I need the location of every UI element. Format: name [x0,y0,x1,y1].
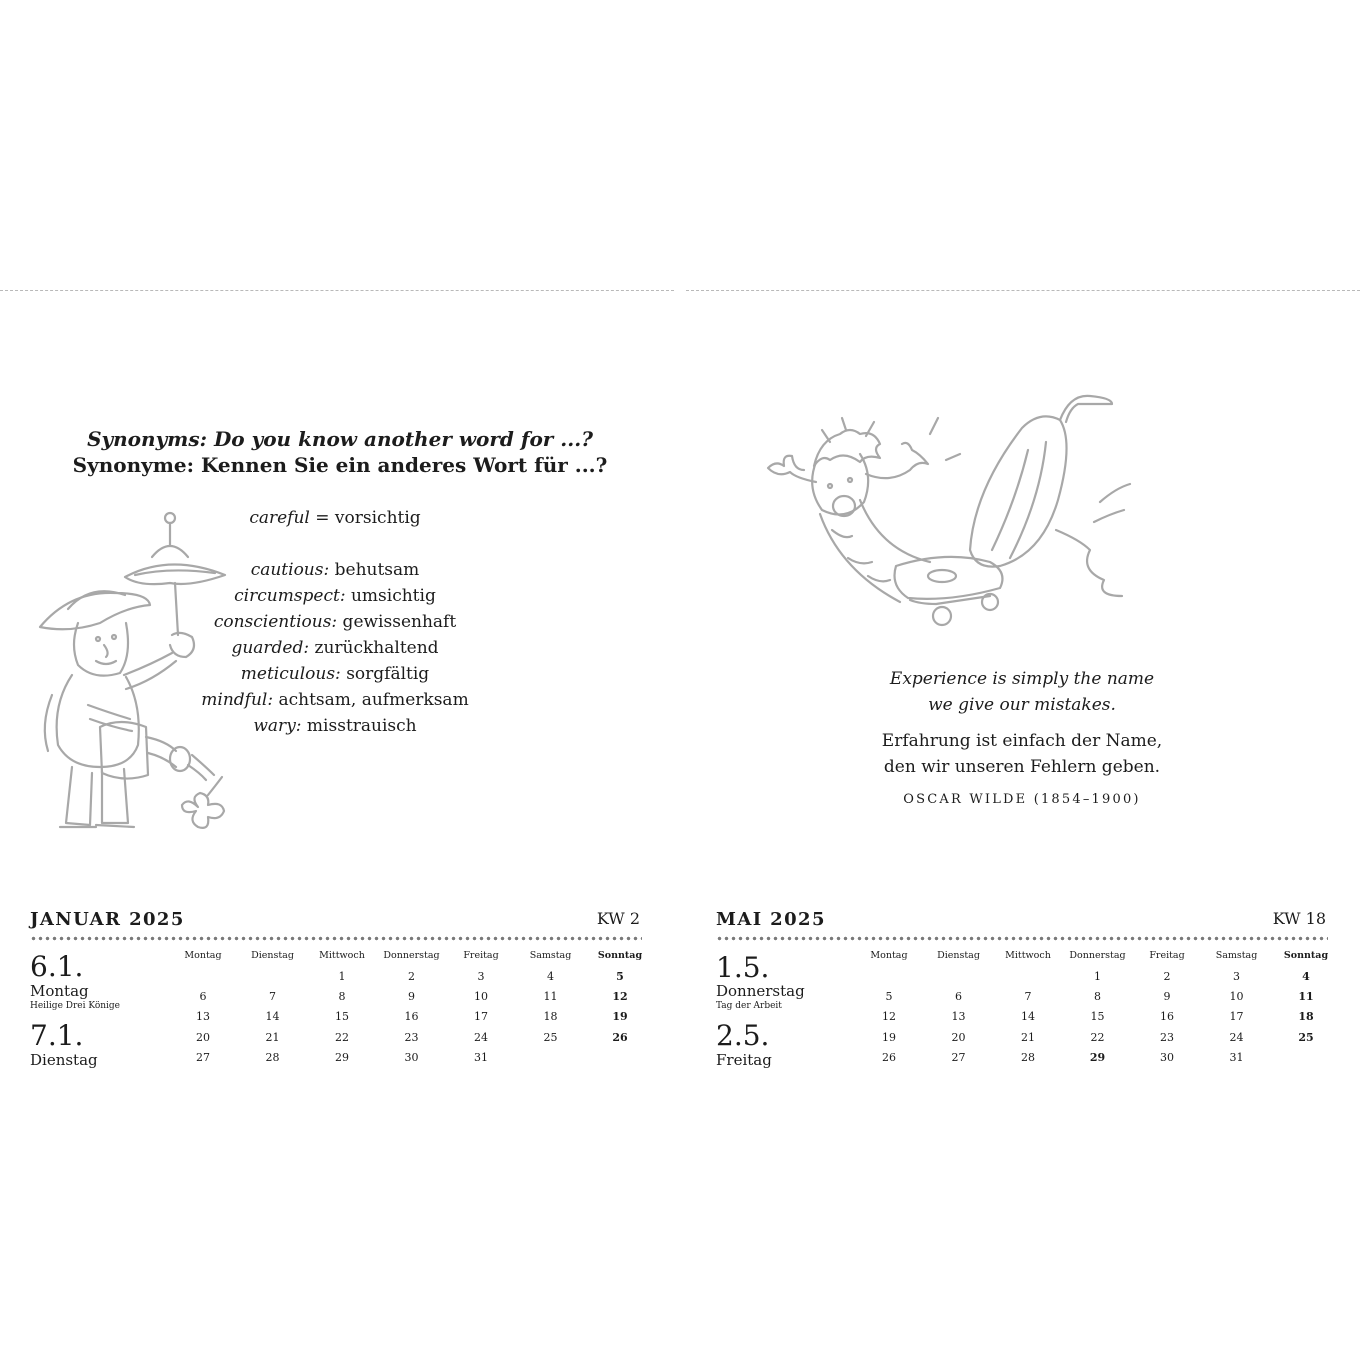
calendar-day: 23 [404,1030,419,1044]
calendar-day: 25 [1298,1030,1314,1044]
calendar-week-number: KW 18 [1272,909,1326,928]
synonym-de: zurückhaltend [309,638,439,658]
weekday-header: Mittwoch [1005,950,1051,961]
day1-holiday: Tag der Arbeit [716,1001,782,1011]
calendar-day: 24 [1229,1030,1244,1044]
day1-holiday: Heilige Drei Könige [30,1001,121,1011]
synonyms-title-en: Synonyms: Do you know another word for ...? [87,427,593,451]
calendar-day: 22 [335,1030,349,1044]
calendar-day: 2 [408,970,415,983]
synonym-en: guarded: [231,638,310,658]
calendar-day: 13 [196,1010,210,1024]
calendar-day: 27 [196,1050,210,1064]
calendar-day: 4 [1302,970,1310,983]
quote-de [840,728,1204,780]
synonym-de: umsichtig [345,586,436,606]
calendar-day: 31 [474,1050,488,1064]
headword-separator: = [309,508,335,528]
synonym-en: wary: [253,716,302,736]
quote-author: OSCAR WILDE (1854–1900) [903,792,1141,807]
calendar-day: 6 [199,990,207,1004]
day2-weekday: Dienstag [30,1051,98,1069]
calendar-day: 6 [955,990,962,1004]
synonym-en: conscientious: [213,612,338,632]
calendar-day: 20 [196,1030,210,1044]
calendar-day: 4 [547,970,554,983]
weekday-header: Montag [184,950,222,961]
man-falling-over-vacuum-icon [760,390,1140,630]
calendar-day: 19 [612,1010,628,1024]
calendar-day: 17 [474,1010,488,1024]
synonyms-title-de: Synonyme: Kennen Sie ein anderes Wort für ...? [72,453,608,477]
calendar-week-number: KW 2 [596,909,640,928]
calendar-day: 11 [543,990,558,1004]
calendar-day: 20 [951,1030,966,1044]
calendar-day: 14 [265,1010,280,1024]
weekday-header: Dienstag [251,950,294,961]
calendar-day: 9 [408,990,415,1004]
calendar-day: 29 [335,1050,349,1064]
dotted-divider [716,936,1328,941]
quote-en-line1: Experience is simply the name [889,669,1155,689]
synonym-de: gewissenhaft [337,612,457,632]
calendar-day: 12 [882,1010,896,1024]
calendar-day: 30 [404,1050,419,1064]
calendar-day: 15 [335,1010,349,1024]
calendar-day: 9 [1163,990,1171,1004]
synonym-de: behutsam [329,560,420,580]
calendar-day: 30 [1160,1050,1174,1064]
calendar-day: 18 [543,1010,558,1024]
weekday-header: Sonntag [1283,950,1329,961]
weekday-header: Freitag [1149,950,1185,961]
calendar-day: 7 [269,990,276,1004]
quote-en [840,666,1204,718]
day1-weekday: Donnerstag [716,982,805,1000]
weekday-header: Donnerstag [383,950,440,961]
weekday-header: Mittwoch [319,950,365,961]
calendar-day: 28 [1021,1050,1035,1064]
calendar-day: 27 [951,1050,966,1064]
calendar-month-title: JANUAR 2025 [30,909,185,930]
calendar-day: 29 [1089,1050,1106,1064]
day1-date: 6.1. [30,950,84,983]
calendar-day: 17 [1229,1010,1244,1024]
calendar-day: 25 [543,1030,558,1044]
weekday-header: Freitag [463,950,499,961]
weekday-header: Samstag [529,950,572,961]
calendar-day: 13 [951,1010,966,1024]
calendar-day: 2 [1163,970,1171,983]
calendar-day: 22 [1090,1030,1105,1044]
calendar-day: 3 [477,970,485,983]
synonym-en: cautious: [250,560,330,580]
calendar-day: 14 [1021,1010,1035,1024]
weekday-header: Samstag [1215,950,1258,961]
calendar-day: 3 [1233,970,1240,983]
dotted-divider [30,936,642,941]
gardener-with-watering-can-icon [30,505,250,835]
weekday-header: Dienstag [937,950,980,961]
calendar-day: 23 [1160,1030,1174,1044]
calendar-day: 16 [1160,1010,1174,1024]
synonym-en: circumspect: [234,586,346,606]
calendar-day: 31 [1229,1050,1244,1064]
calendar-day: 26 [882,1050,896,1064]
calendar-day: 26 [612,1030,628,1044]
weekday-header: Sonntag [597,950,643,961]
calendar-day: 1 [338,970,346,983]
synonym-de: misstrauisch [301,716,417,736]
calendar-day: 11 [1298,990,1314,1004]
calendar-day: 24 [474,1030,488,1044]
calendar-day: 28 [265,1050,280,1064]
weekday-header: Montag [870,950,908,961]
calendar-day: 7 [1024,990,1032,1004]
calendar-day: 15 [1090,1010,1105,1024]
cut-line-right [686,290,1360,291]
calendar-day: 10 [1229,990,1244,1004]
calendar-day: 21 [1021,1030,1035,1044]
day2-date: 7.1. [30,1019,84,1052]
synonym-en: mindful: [201,690,274,710]
calendar-month-title: MAI 2025 [716,909,826,930]
weekday-header: Donnerstag [1069,950,1126,961]
calendar-day: 18 [1298,1010,1314,1024]
quote-de-line2: den wir unseren Fehlern geben. [883,757,1161,777]
calendar-day: 10 [474,990,488,1004]
synonym-de: sorgfältig [340,664,430,684]
quote-en-line2: we give our mistakes. [928,695,1116,715]
headword-de: vorsichtig [334,508,421,528]
synonym-de: achtsam, aufmerksam [273,690,469,710]
calendar-day: 16 [404,1010,419,1024]
calendar-day: 5 [885,990,893,1004]
calendar-day: 1 [1094,970,1101,983]
calendar-day: 8 [338,990,346,1004]
day1-date: 1.5. [716,951,770,984]
calendar-day: 19 [882,1030,896,1044]
calendar-day: 12 [612,990,628,1004]
cut-line-left [0,290,674,291]
headword-en: careful [249,508,310,528]
calendar-day: 8 [1094,990,1101,1004]
calendar-day: 5 [616,970,624,983]
day2-date: 2.5. [716,1019,770,1052]
calendar-day: 21 [265,1030,280,1044]
quote-de-line1: Erfahrung ist einfach der Name, [881,731,1163,751]
day1-weekday: Montag [30,982,89,1000]
synonym-en: meticulous: [240,664,341,684]
day2-weekday: Freitag [716,1051,772,1069]
